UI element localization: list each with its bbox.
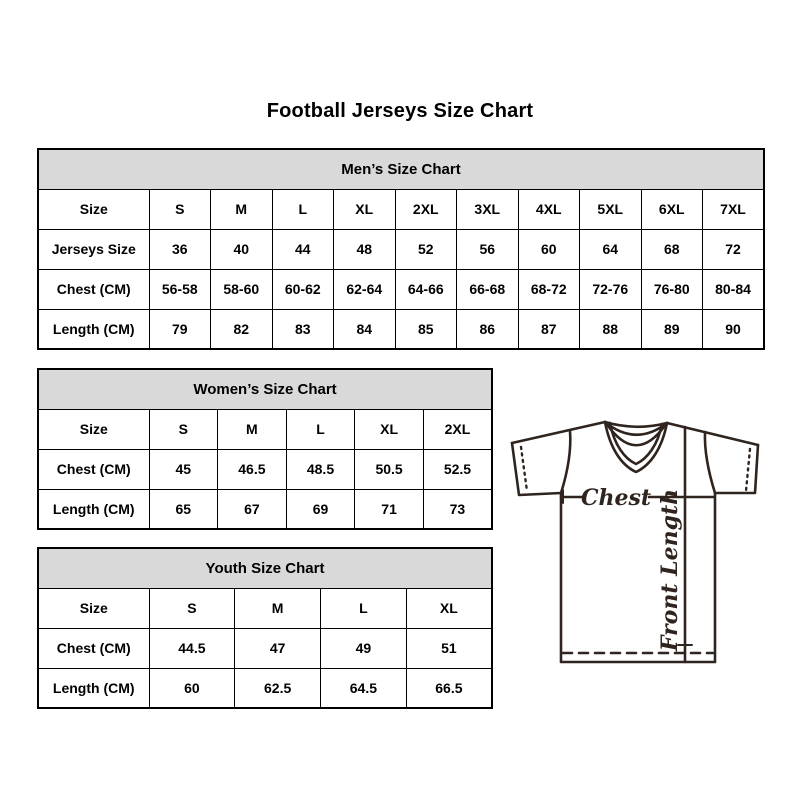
size-cell: 68 (641, 229, 703, 269)
table-row (38, 668, 492, 708)
size-cell: 44.5 (149, 628, 235, 668)
size-cell: 7XL (703, 189, 765, 229)
size-cell: 51 (406, 628, 492, 668)
womens-size-table (37, 368, 493, 530)
size-cell: 6XL (641, 189, 703, 229)
size-cell: 64 (580, 229, 642, 269)
section-title: Youth Size Chart (38, 548, 492, 588)
size-cell: 65 (149, 489, 218, 529)
size-cell: XL (355, 409, 424, 449)
size-cell: 68-72 (518, 269, 580, 309)
table-row (38, 449, 492, 489)
chest-label: Chest (580, 485, 652, 511)
size-cell: S (149, 189, 211, 229)
row-label: Size (38, 189, 149, 229)
size-cell: 2XL (423, 409, 492, 449)
row-label: Chest (CM) (38, 449, 149, 489)
row-label: Size (38, 588, 149, 628)
size-cell: 83 (272, 309, 334, 349)
right-underarm-seam (705, 432, 715, 493)
section-header-row (38, 149, 764, 189)
size-cell: 64.5 (321, 668, 407, 708)
left-shoulder-line (512, 422, 605, 443)
row-label: Jerseys Size (38, 229, 149, 269)
table-row (38, 409, 492, 449)
size-cell: 60 (518, 229, 580, 269)
size-cell: M (211, 189, 273, 229)
size-cell: 85 (395, 309, 457, 349)
table-row (38, 489, 492, 529)
size-cell: 76-80 (641, 269, 703, 309)
size-cell: M (235, 588, 321, 628)
table-row (38, 588, 492, 628)
right-sleeve (715, 445, 758, 493)
size-cell: S (149, 409, 218, 449)
size-cell: 66.5 (406, 668, 492, 708)
section-header-row (38, 548, 492, 588)
size-cell: L (321, 588, 407, 628)
size-cell: XL (334, 189, 396, 229)
size-cell: 88 (580, 309, 642, 349)
size-cell: 56 (457, 229, 519, 269)
size-cell: 86 (457, 309, 519, 349)
table-row (38, 229, 764, 269)
size-cell: 45 (149, 449, 218, 489)
size-cell: 52.5 (423, 449, 492, 489)
size-cell: 73 (423, 489, 492, 529)
size-cell: 66-68 (457, 269, 519, 309)
row-label: Length (CM) (38, 668, 149, 708)
size-cell: 90 (703, 309, 765, 349)
youth-size-table (37, 547, 493, 709)
row-label: Length (CM) (38, 489, 149, 529)
front-length-label: Front Length (657, 488, 683, 652)
size-cell: 52 (395, 229, 457, 269)
row-label: Size (38, 409, 149, 449)
size-cell: S (149, 588, 235, 628)
size-cell: 87 (518, 309, 580, 349)
size-cell: 4XL (518, 189, 580, 229)
size-cell: 72-76 (580, 269, 642, 309)
size-cell: 47 (235, 628, 321, 668)
size-cell: L (286, 409, 355, 449)
jersey-illustration (495, 405, 775, 680)
body-outline (561, 493, 715, 662)
size-cell: 62-64 (334, 269, 396, 309)
collar-top-edge (605, 422, 667, 427)
size-cell: 50.5 (355, 449, 424, 489)
size-cell: 89 (641, 309, 703, 349)
table-row (38, 269, 764, 309)
size-cell: 49 (321, 628, 407, 668)
size-cell: 2XL (395, 189, 457, 229)
size-cell: 62.5 (235, 668, 321, 708)
size-cell: 5XL (580, 189, 642, 229)
size-cell: XL (406, 588, 492, 628)
left-cuff-stitch-line (521, 447, 527, 491)
size-cell: 36 (149, 229, 211, 269)
right-cuff-stitch-line (746, 449, 750, 491)
size-cell: 44 (272, 229, 334, 269)
right-shoulder-line (667, 423, 758, 445)
size-cell: 67 (218, 489, 287, 529)
size-cell: 58-60 (211, 269, 273, 309)
size-cell: 72 (703, 229, 765, 269)
size-cell: 40 (211, 229, 273, 269)
size-cell: 3XL (457, 189, 519, 229)
size-cell: 46.5 (218, 449, 287, 489)
size-cell: 69 (286, 489, 355, 529)
size-cell: 60-62 (272, 269, 334, 309)
jersey-measurement-diagram (495, 405, 775, 680)
left-sleeve (512, 443, 561, 495)
section-header-row (38, 369, 492, 409)
size-cell: 64-66 (395, 269, 457, 309)
table-row (38, 189, 764, 229)
section-title: Women’s Size Chart (38, 369, 492, 409)
row-label: Length (CM) (38, 309, 149, 349)
size-cell: M (218, 409, 287, 449)
size-cell: 84 (334, 309, 396, 349)
section-title: Men’s Size Chart (38, 149, 764, 189)
size-cell: 48 (334, 229, 396, 269)
size-cell: 71 (355, 489, 424, 529)
mens-size-table (37, 148, 765, 350)
size-cell: 79 (149, 309, 211, 349)
size-cell: 60 (149, 668, 235, 708)
left-underarm-seam (561, 431, 570, 493)
size-cell: 48.5 (286, 449, 355, 489)
size-cell: 56-58 (149, 269, 211, 309)
page-title: Football Jerseys Size Chart (266, 100, 534, 122)
table-row (38, 628, 492, 668)
table-row (38, 309, 764, 349)
row-label: Chest (CM) (38, 269, 149, 309)
size-cell: L (272, 189, 334, 229)
size-cell: 82 (211, 309, 273, 349)
size-cell: 80-84 (703, 269, 765, 309)
row-label: Chest (CM) (38, 628, 149, 668)
